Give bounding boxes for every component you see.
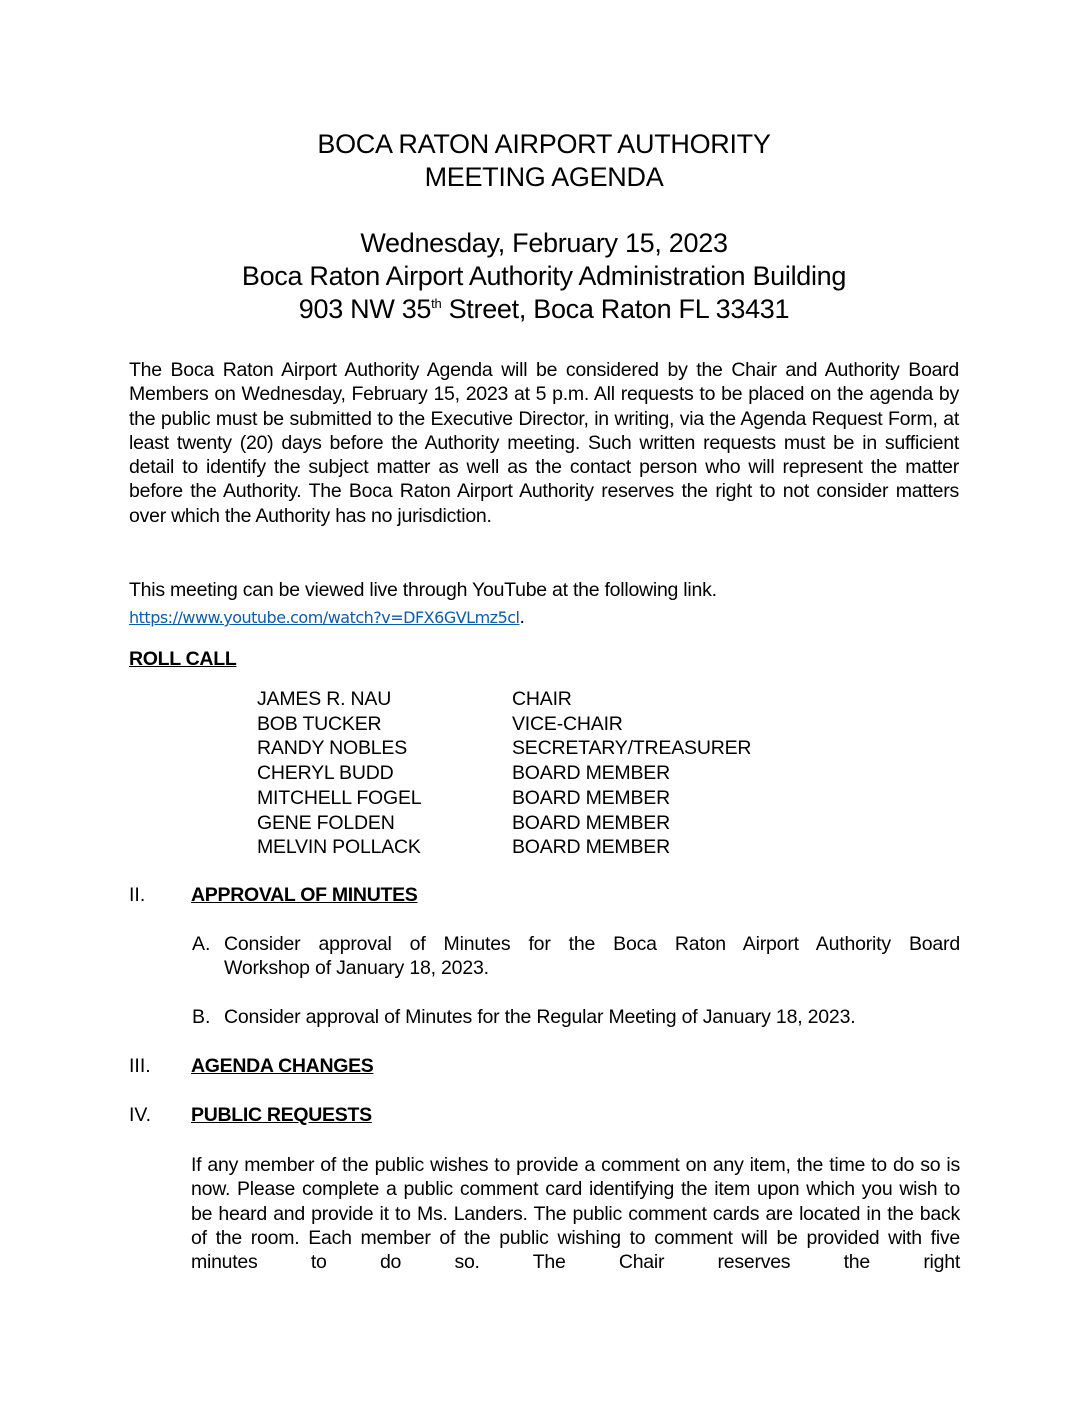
public-requests-paragraph: If any member of the public wishes to provide a comment on any item, the time to do so is now. Please complete a public comment card identifying the item upon which you wish to be heard and provide it to Ms. Landers. The public comment cards are located in the back of the room. Each member of the public wishing to comment will be provided with five minutes to do so. The Chair reserves the right <box>191 1154 960 1274</box>
member-role: BOARD MEMBER <box>512 836 670 859</box>
member-name: MITCHELL FOGEL <box>257 786 422 809</box>
roll-call-list <box>257 687 751 860</box>
roll-call-row <box>257 736 751 761</box>
section-numeral-iv: IV. <box>129 1104 152 1126</box>
roll-call-row <box>257 835 751 860</box>
youtube-text: This meeting can be viewed live through YouTube at the following link. <box>129 579 717 601</box>
public-requests-heading: PUBLIC REQUESTS <box>191 1104 372 1126</box>
member-name: GENE FOLDEN <box>257 811 395 834</box>
agenda-changes-heading: AGENDA CHANGES <box>191 1055 374 1077</box>
member-role: BOARD MEMBER <box>512 762 670 785</box>
item-b-line1: Consider approval of Minutes for the Regular Meeting of January 18, 2023. <box>224 1006 856 1028</box>
member-name: JAMES R. NAU <box>257 688 392 710</box>
doc-title: MEETING AGENDA <box>424 162 664 192</box>
member-name: CHERYL BUDD <box>257 762 394 785</box>
roll-call-heading: ROLL CALL <box>129 648 237 670</box>
member-role: CHAIR <box>512 688 572 710</box>
intro-paragraph: The Boca Raton Airport Authority Agenda will be considered by the Chair and Authority Board Members on Wednesday, February 15, 2023 at 5 p.m. All requests to be placed on the agenda by the public must be submitted to the Executive Director, in writing, via the Agenda Request Form, at least twenty (20) days before the Authority meeting. Such written requests must be in sufficient detail to identify the subject matter as well as the contact person who will represent the matter before the Authority. The Boca Raton Airport Authority reserves the right to not consider matters over which the Authority has no jurisdiction. <box>129 359 959 527</box>
address-prefix: 903 NW 35 <box>298 294 432 324</box>
youtube-link-line <box>129 606 525 629</box>
meeting-address <box>0 293 1088 326</box>
meeting-location: Boca Raton Airport Authority Administration Building <box>241 261 847 291</box>
section-numeral-iii: III. <box>129 1055 151 1077</box>
org-title: BOCA RATON AIRPORT AUTHORITY <box>317 129 771 159</box>
roll-call-row <box>257 761 751 786</box>
approval-heading: APPROVAL OF MINUTES <box>191 884 418 906</box>
member-role: VICE-CHAIR <box>512 712 623 735</box>
member-name: MELVIN POLLACK <box>257 836 421 859</box>
roll-call-row <box>257 687 751 712</box>
item-a-line2: Workshop of January 18, 2023. <box>224 957 489 979</box>
item-letter-b: B. <box>192 1006 211 1028</box>
roll-call-row <box>257 786 751 811</box>
roll-call-row <box>257 811 751 836</box>
item-letter-a: A. <box>192 933 211 955</box>
member-role: BOARD MEMBER <box>512 786 670 809</box>
section-numeral-ii: II. <box>129 884 146 906</box>
member-role: BOARD MEMBER <box>512 811 670 834</box>
member-role: SECRETARY/TREASURER <box>512 737 752 760</box>
address-suffix: Street, Boca Raton FL 33431 <box>441 294 790 324</box>
member-name: BOB TUCKER <box>257 712 382 735</box>
address-sup: th <box>431 296 442 311</box>
youtube-link-suffix: . <box>519 606 525 628</box>
youtube-link[interactable]: https://www.youtube.com/watch?v=DFX6GVLmz5cl <box>129 608 520 627</box>
item-a-line1: Consider approval of Minutes for the Boca Raton Airport Authority Board <box>224 933 960 955</box>
member-name: RANDY NOBLES <box>257 737 408 760</box>
meeting-date: Wednesday, February 15, 2023 <box>360 228 728 258</box>
roll-call-row <box>257 712 751 737</box>
